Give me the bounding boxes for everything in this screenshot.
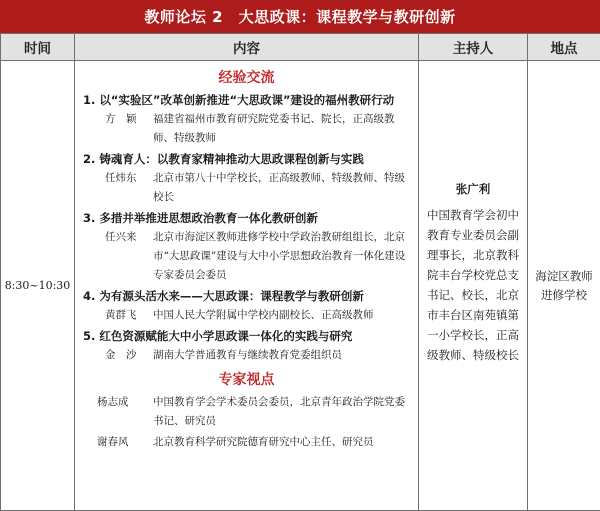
section-title-experts: 专家视点 xyxy=(218,372,275,388)
host-cell xyxy=(419,61,528,511)
item-title: 3. 多措并举推进思想政治教育一体化教研创新 xyxy=(83,211,318,225)
list-item xyxy=(83,327,410,365)
speaker-role: 湖南大学普通教育与继续教育党委组织员 xyxy=(153,349,342,361)
speaker-name: 任炜东 xyxy=(105,172,137,184)
expert-role: 中国教育学会学术委员会委员，北京青年政治学院党委书记、研究员 xyxy=(153,396,405,427)
item-title: 1. 以“实验区”改革创新推进“大思政课”建设的福州教研行动 xyxy=(83,93,395,107)
time-cell: 8:30~10:30 xyxy=(1,61,75,511)
speaker-role: 中国人民大学附属中学校内副校长、正高级教师 xyxy=(153,309,374,321)
speaker-name: 任兴来 xyxy=(105,231,137,243)
item-title: 4. 为有源头活水来——大思政课：课程教学与教研创新 xyxy=(83,289,364,303)
forum-title: 教师论坛 2 大思政课：课程教学与教研创新 xyxy=(0,0,600,33)
speaker-role: 福建省福州市教育研究院党委书记、院长，正高级教师、特级教师 xyxy=(153,113,395,144)
expert-name: 杨志成 xyxy=(97,396,129,408)
speaker-role: 北京市第八十中学校长，正高级教师、特级教师、特级校长 xyxy=(153,172,405,203)
speaker-name: 方 颖 xyxy=(105,113,137,125)
list-item xyxy=(83,287,410,325)
expert-role: 北京教育科学研究院德育研究中心主任、研究员 xyxy=(153,436,374,448)
speaker-line xyxy=(83,228,410,285)
speaker-line xyxy=(83,306,410,325)
list-item xyxy=(83,150,410,207)
speaker-name: 黄群飞 xyxy=(105,309,137,321)
host-name: 张广利 xyxy=(455,182,491,196)
list-item xyxy=(83,209,410,285)
speaker-line xyxy=(83,110,410,148)
expert-name: 谢春风 xyxy=(97,436,129,448)
expert-line xyxy=(83,433,410,452)
speaker-line xyxy=(83,346,410,365)
speaker-role: 北京市海淀区教师进修学校中学政治教研组组长，北京市“大思政课”建设与大中小学思想政治教育一体化建设专家委员会委员 xyxy=(153,231,406,281)
header-time: 时间 xyxy=(1,34,75,61)
speaker-line xyxy=(83,169,410,207)
host-description: 中国教育学会初中教育专业委员会副理事长，北京教科院丰台学校党总支书记、校长，北京市丰台区南苑镇第一小学校长，正高级教师、特级校长 xyxy=(427,208,519,362)
item-title: 5. 红色资源赋能大中小学思政课一体化的实践与研究 xyxy=(83,329,353,343)
speaker-name: 金 沙 xyxy=(105,349,137,361)
section-title-experience: 经验交流 xyxy=(218,70,275,86)
header-host: 主持人 xyxy=(419,34,528,61)
table-header-row xyxy=(1,34,600,61)
agenda-table xyxy=(0,33,600,511)
expert-list xyxy=(83,393,410,452)
header-place: 地点 xyxy=(528,34,600,61)
place-cell: 海淀区教师进修学校 xyxy=(528,61,600,511)
expert-line xyxy=(83,393,410,431)
content-cell xyxy=(75,61,419,511)
table-row xyxy=(1,61,600,511)
header-content: 内容 xyxy=(75,34,419,61)
item-title: 2. 铸魂育人：以教育家精神推动大思政课程创新与实践 xyxy=(83,152,364,166)
list-item xyxy=(83,91,410,148)
